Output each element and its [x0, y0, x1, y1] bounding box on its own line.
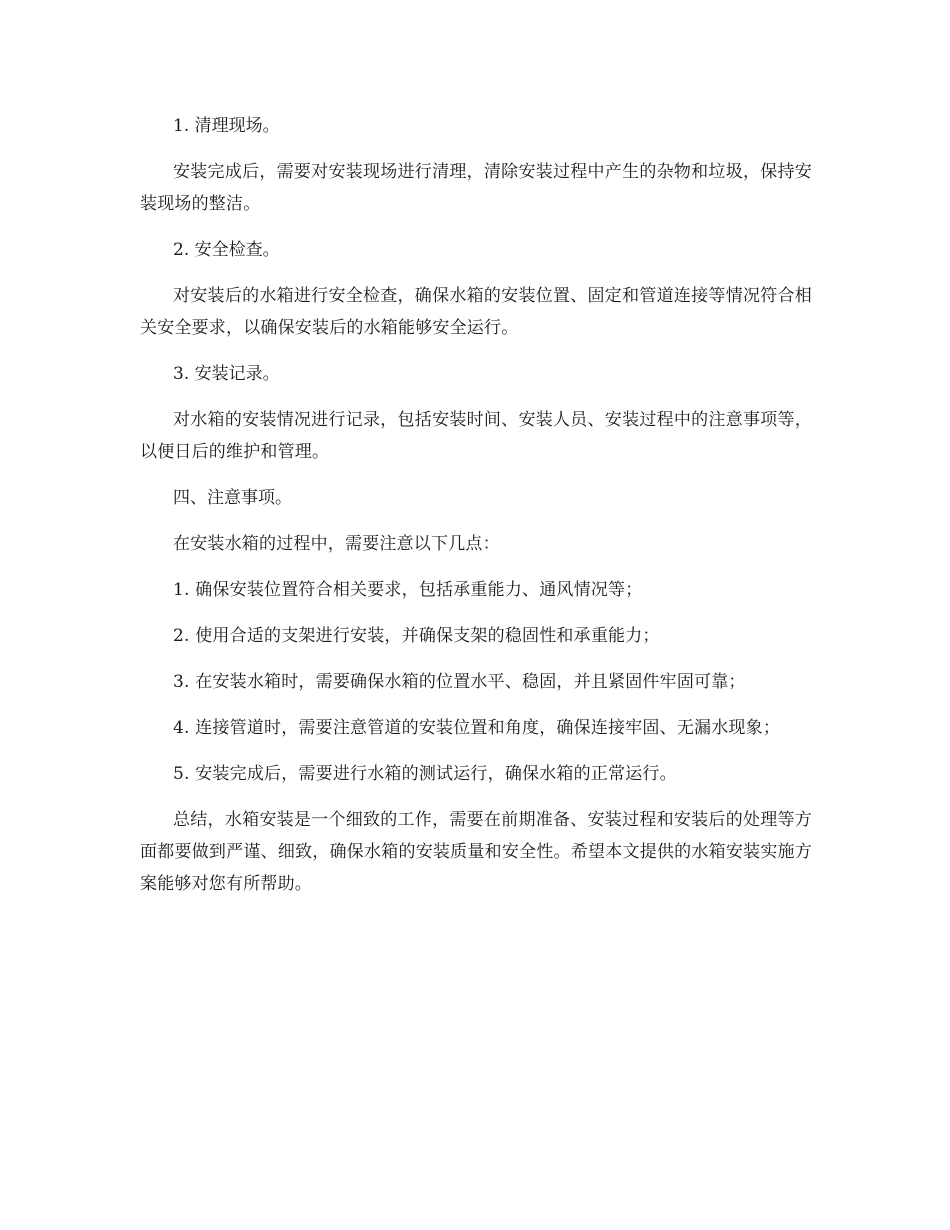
paragraph-cleanup: 安装完成后，需要对安装现场进行清理，清除安装过程中产生的杂物和垃圾，保持安装现场的整洁。	[140, 162, 812, 214]
document-body	[140, 110, 812, 914]
paragraph-install-record: 对水箱的安装情况进行记录，包括安装时间、安装人员、安装过程中的注意事项等，以便日后的维护和管理。	[140, 410, 812, 462]
section-heading-precautions: 四、注意事项。	[173, 488, 292, 508]
section-heading-safety-check: 2. 安全检查。	[173, 240, 280, 260]
list-item-precaution-4: 4. 连接管道时，需要注意管道的安装位置和角度，确保连接牢固、无漏水现象；	[173, 718, 781, 738]
section-heading-cleanup: 1. 清理现场。	[173, 116, 280, 136]
list-item-precaution-1: 1. 确保安装位置符合相关要求，包括承重能力、通风情况等；	[173, 580, 643, 600]
list-item-precaution-5: 5. 安装完成后，需要进行水箱的测试运行，确保水箱的正常运行。	[173, 764, 677, 784]
paragraph-safety-check: 对安装后的水箱进行安全检查，确保水箱的安装位置、固定和管道连接等情况符合相关安全要求，以确保安装后的水箱能够安全运行。	[140, 286, 812, 338]
paragraph-precautions-intro: 在安装水箱的过程中，需要注意以下几点：	[173, 534, 500, 554]
list-item-precaution-3: 3. 在安装水箱时，需要确保水箱的位置水平、稳固，并且紧固件牢固可靠；	[173, 672, 746, 692]
paragraph-summary: 总结，水箱安装是一个细致的工作，需要在前期准备、安装过程和安装后的处理等方面都要做到严谨、细致，确保水箱的安装质量和安全性。希望本文提供的水箱安装实施方案能够对您有所帮助。	[140, 810, 812, 894]
section-heading-install-record: 3. 安装记录。	[173, 364, 280, 384]
list-item-precaution-2: 2. 使用合适的支架进行安装，并确保支架的稳固性和承重能力；	[173, 626, 660, 646]
